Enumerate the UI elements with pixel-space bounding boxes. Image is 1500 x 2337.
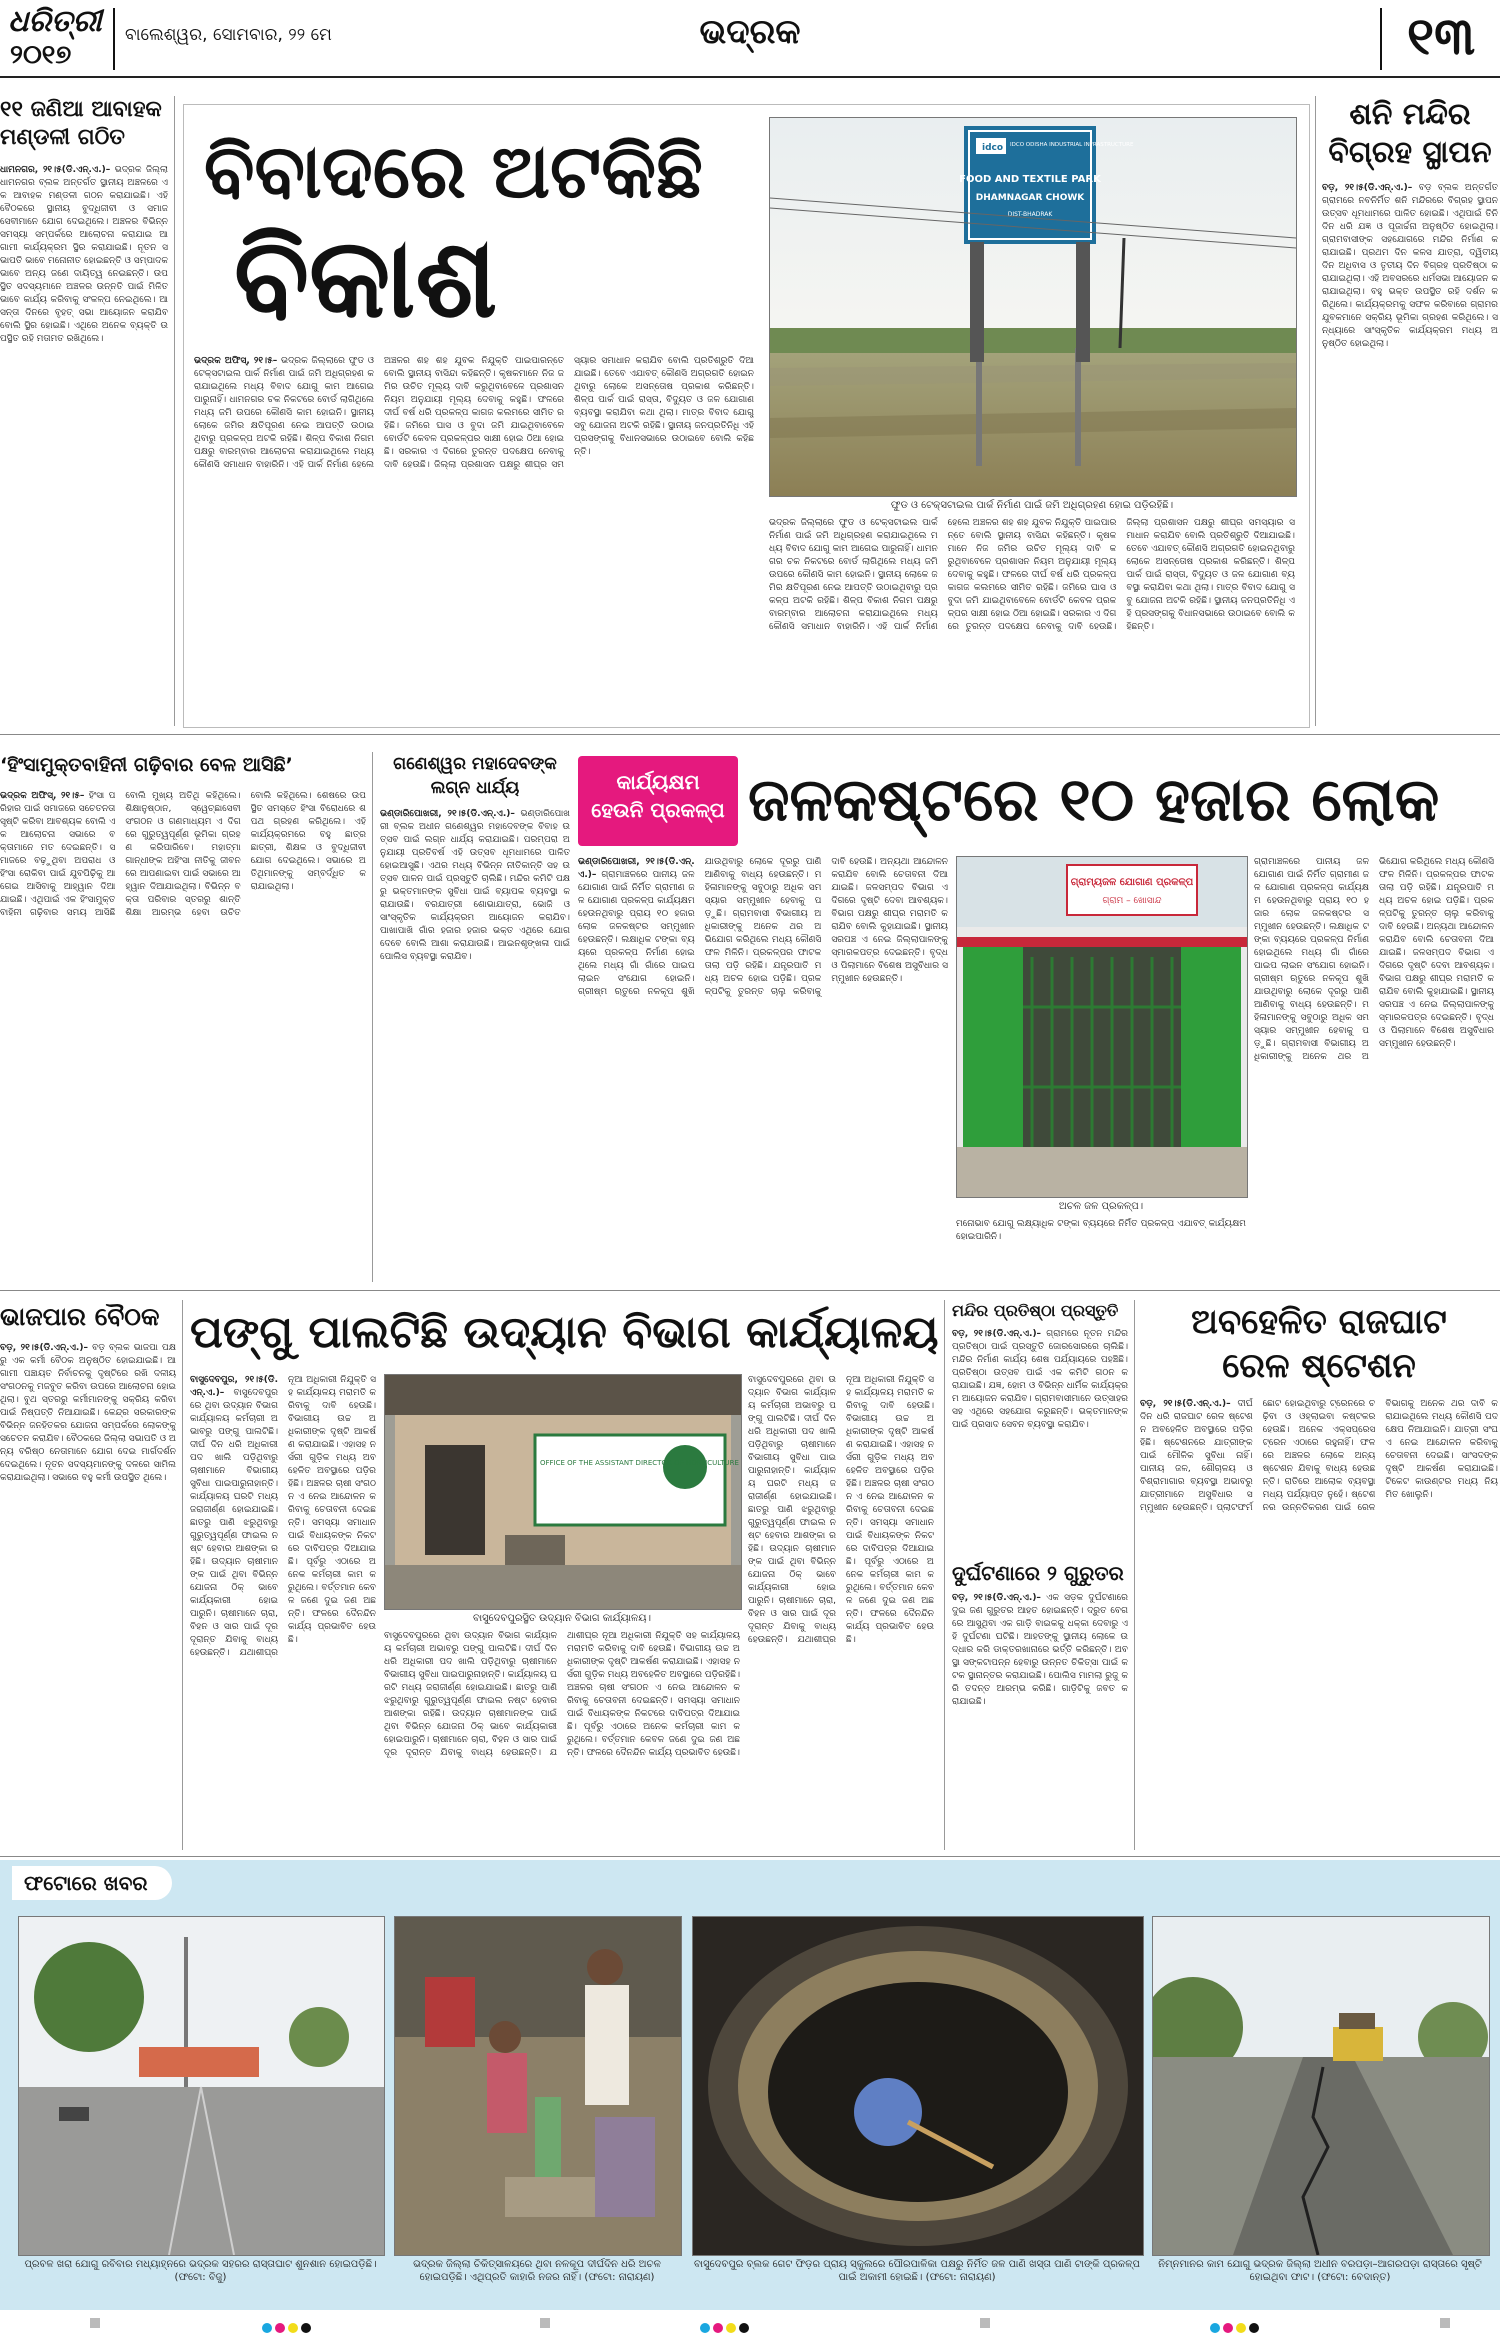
article-body <box>578 856 948 1256</box>
headline: ଭାଜପାର ବୈଠକ <box>0 1302 160 1331</box>
article-body <box>190 1374 376 1834</box>
article-body <box>952 1328 1128 1546</box>
horticulture-office-illustration <box>385 1375 741 1609</box>
photo-caption-2: ଭଦ୍ରକ ଜିଲ୍ଲା ଚିକିତ୍ସାଳୟରେ ଥିବା ନଳକୂପ ଦୀର୍ଘଦିନ ଧରି ଅଚଳ ହୋଇପଡ଼ିଛି। ଏଥିପ୍ରତି କାହାରି ନଜର ନାହିଁ। (ଫଟୋ: ନାରାୟଣ) <box>413 2259 661 2283</box>
registration-marks <box>0 2318 1500 2328</box>
article-body <box>0 164 168 720</box>
story-mandir-pratishtha <box>952 1300 1128 1550</box>
story-ganeshwar-mahadev <box>380 752 570 1282</box>
body-text-continued: ବାସୁଦେବପୁରରେ ଥିବା ଉଦ୍ୟାନ ବିଭାଗ କାର୍ଯ୍ୟାଳୟ କର୍ମଚାରୀ ଅଭାବରୁ ପଙ୍ଗୁ ପାଲଟିଛି। ଦୀର୍ଘ ଦିନ ଧରି ଅଧିକାରୀ ପଦ ଖାଲି ପଡ଼ିଥିବାରୁ ଚାଷୀମାନେ ବିଭାଗୀୟ ସୁବିଧା ପାଇପାରୁନାହାନ୍ତି। କାର୍ଯ୍ୟାଳୟ ଘରଟି ମଧ୍ୟ ଜରାଜୀର୍ଣ୍ଣ ହୋଇଯାଇଛି। ଛାତରୁ ପାଣି ଝରୁଥିବାରୁ ଗୁରୁତ୍ୱପୂର୍ଣ୍ଣ ଫାଇଲ ନଷ୍ଟ ହେବାର ଆଶଙ୍କା ରହିଛି। ଉଦ୍ୟାନ ଚାଷୀମାନଙ୍କ ପାଇଁ ଥିବା ବିଭିନ୍ନ ଯୋଜନା ଠିକ୍ ଭାବେ କାର୍ଯ୍ୟକାରୀ ହୋଇପାରୁନି। ଚାଷୀମାନେ ଚାରା, ବିହନ ଓ ସାର ପାଇଁ ଦୂର ଦୂରାନ୍ତ ଯିବାକୁ ବାଧ୍ୟ ହେଉଛନ୍ତି। ଯଥାଶୀଘ୍ର ନୂଆ ଅଧିକାରୀ ନିଯୁକ୍ତି ସହ କାର୍ଯ୍ୟାଳୟ ମରାମତି କରିବାକୁ ଦାବି ହେଉଛି। ବିଭାଗୀୟ ଉଚ୍ଚ ଅଧିକାରୀଙ୍କ ଦୃଷ୍ଟି ଆକର୍ଷଣ କରାଯାଇଛି। ଏହାସହ ନର୍ସରୀ ଗୁଡ଼ିକ ମଧ୍ୟ ଅବହେଳିତ ଅବସ୍ଥାରେ ପଡ଼ିରହିଛି। ଅଞ୍ଚଳର ଚାଷୀ ସଂଗଠନ ଏ ନେଇ ଆନ୍ଦୋଳନ କରିବାକୁ ଚେତାବନୀ ଦେଇଛନ୍ତି। ସମସ୍ୟା ସମାଧାନ ପାଇଁ ବିଧାୟକଙ୍କ ନିକଟରେ ଦାବିପତ୍ର ଦିଆଯାଇଛି। ପୂର୍ବରୁ ଏଠାରେ ଅନେକ କର୍ମଚାରୀ କାମ କରୁଥିଲେ। ବର୍ତ୍ତମାନ କେବଳ ଜଣେ ଦୁଇ ଜଣ ଅଛନ୍ତି। ଫଳରେ ଦୈନନ୍ଦିନ କାର୍ଯ୍ୟ ପ୍ରଭାବିତ ହେଉଛି। <box>384 1631 740 1758</box>
masthead <box>0 0 1500 78</box>
deserted-road-illustration <box>19 1917 384 2255</box>
kicker-line2: ହେଉନି ପ୍ରକଳ୍ପ <box>591 798 725 822</box>
photo-caption-4: ନିମ୍ନମାନର କାମ ଯୋଗୁ ଭଦ୍ରକ ଜିଲ୍ଲା ଅଧୀନ ବରପଡ଼ା–ଆଗରପଡ଼ା ରାସ୍ତାରେ ସୃଷ୍ଟି ହୋଇଥିବା ଫାଟ। (ଫଟୋ: ବେଦାନ୍ତ) <box>1158 2259 1482 2283</box>
field-sign-illustration <box>770 118 1296 496</box>
photo-water-tank <box>692 1916 1144 2256</box>
body-text: ଭଣ୍ଡାରିପୋଖରୀ ବ୍ଲକ ଅଧୀନ ଗଣେଶ୍ୱର ମହାଦେବଙ୍କ ବିବାହ ଉତ୍ସବ ପାଇଁ ଲଗ୍ନ ଧାର୍ଯ୍ୟ କରାଯାଇଛି। ପରମ୍ପରା ଅନୁଯାୟୀ ପ୍ରତିବର୍ଷ ଏହି ଉତ୍ସବ ଧୂମଧାମରେ ପାଳିତ ହୋଇଆସୁଛି। ଏଥର ମଧ୍ୟ ବିଭିନ୍ନ ନୀତିକାନ୍ତି ସହ ଉତ୍ସବ ପାଳନ ପାଇଁ ପ୍ରସ୍ତୁତି ଚାଲିଛି। ମନ୍ଦିର କମିଟି ପକ୍ଷରୁ ଭକ୍ତମାନଙ୍କ ସୁବିଧା ପାଇଁ ବ୍ୟାପକ ବ୍ୟବସ୍ଥା କରାଯାଉଛି। ବରଯାତ୍ରୀ ଶୋଭାଯାତ୍ରା, ଭୋଜି ଓ ସାଂସ୍କୃତିକ କାର୍ଯ୍ୟକ୍ରମ ଆୟୋଜନ କରାଯିବ। ପାଖାପାଖି ଗାଁର ହଜାର ହଜାର ଭକ୍ତ ଏଥିରେ ଯୋଗ ଦେବେ ବୋଲି ଆଶା କରାଯାଉଛି। ଆଇନଶୃଙ୍ଖଳା ପାଇଁ ପୋଲିସ ବ୍ୟବସ୍ଥା କରାଯିବ। <box>380 809 570 962</box>
headline: ଗଣେଶ୍ୱର ମହାଦେବଙ୍କ ଲଗ୍ନ ଧାର୍ଯ୍ୟ <box>393 754 557 798</box>
dateline-text: ଭଣ୍ଡାରିପୋଖରୀ, ୨୧।୫(ଡି.ଏନ୍.ଏ.)– <box>380 809 515 819</box>
board-text-1: ଗ୍ରାମ୍ୟଜଳ ଯୋଗାଣ ପ୍ରକଳ୍ପ <box>1070 877 1194 888</box>
body-text: ବଡ଼ ବ୍ଲକ ଅନ୍ତର୍ଗତ ଗ୍ରାମରେ ନବନିର୍ମିତ ଶନି ମନ୍ଦିରରେ ବିଗ୍ରହ ସ୍ଥାପନ ଉତ୍ସବ ଧୂମଧାମରେ ପାଳିତ ହୋଇଛି। ଏଥିପାଇଁ ତିନି ଦିନ ଧରି ଯଜ୍ଞ ଓ ପୂଜାର୍ଚ୍ଚନା ଅନୁଷ୍ଠିତ ହୋଇଥିଲା। ଗ୍ରାମବାସୀଙ୍କ ସହଯୋଗରେ ମନ୍ଦିର ନିର୍ମାଣ କରାଯାଇଛି। ପ୍ରଥମ ଦିନ କଳସ ଯାତ୍ରା, ଦ୍ୱିତୀୟ ଦିନ ଅଧିବାସ ଓ ତୃତୀୟ ଦିନ ବିଗ୍ରହ ପ୍ରତିଷ୍ଠା କରାଯାଇଥିଲା। ଏହି ଅବସରରେ ଧର୍ମସଭା ଆୟୋଜନ କରାଯାଇଥିଲା। ବହୁ ଭକ୍ତ ଉପସ୍ଥିତ ରହି ଦର୍ଶନ କରିଥିଲେ। କାର୍ଯ୍ୟକ୍ରମକୁ ସଫଳ କରିବାରେ ଗ୍ରାମର ଯୁବକମାନେ ସକ୍ରିୟ ଭୂମିକା ଗ୍ରହଣ କରିଥିଲେ। ସନ୍ଧ୍ୟାରେ ସାଂସ୍କୃତିକ କାର୍ଯ୍ୟକ୍ରମ ମଧ୍ୟ ଅନୁଷ୍ଠିତ ହୋଇଥିଲା। <box>1322 183 1498 349</box>
section-name: ଭଦ୍ରକ <box>699 12 801 52</box>
headline: ମନ୍ଦିର ପ୍ରତିଷ୍ଠା ପ୍ରସ୍ତୁତି <box>952 1301 1119 1320</box>
article-body-continued <box>1254 856 1494 1256</box>
photo-cracked-road <box>1152 1916 1490 2256</box>
story-bibadare-atakichi <box>183 104 1310 728</box>
story-jalakashta <box>578 752 1498 1282</box>
lead-photo-food-textile-park <box>769 117 1297 497</box>
dateline-text: ବଡ଼, ୨୧।୫(ଡି.ଏନ୍.ଏ.)– <box>0 1343 88 1353</box>
article-body <box>380 808 570 1278</box>
body-text: ବାସୁଦେବପୁରରେ ଥିବା ଉଦ୍ୟାନ ବିଭାଗ କାର୍ଯ୍ୟାଳୟ କର୍ମଚାରୀ ଅଭାବରୁ ପଙ୍ଗୁ ପାଲଟିଛି। ଦୀର୍ଘ ଦିନ ଧରି ଅଧିକାରୀ ପଦ ଖାଲି ପଡ଼ିଥିବାରୁ ଚାଷୀମାନେ ବିଭାଗୀୟ ସୁବିଧା ପାଇପାରୁନାହାନ୍ତି। କାର୍ଯ୍ୟାଳୟ ଘରଟି ମଧ୍ୟ ଜରାଜୀର୍ଣ୍ଣ ହୋଇଯାଇଛି। ଛାତରୁ ପାଣି ଝରୁଥିବାରୁ ଗୁରୁତ୍ୱପୂର୍ଣ୍ଣ ଫାଇଲ ନଷ୍ଟ ହେବାର ଆଶଙ୍କା ରହିଛି। ଉଦ୍ୟାନ ଚାଷୀମାନଙ୍କ ପାଇଁ ଥିବା ବିଭିନ୍ନ ଯୋଜନା ଠିକ୍ ଭାବେ କାର୍ଯ୍ୟକାରୀ ହୋଇପାରୁନି। ଚାଷୀମାନେ ଚାରା, ବିହନ ଓ ସାର ପାଇଁ ଦୂର ଦୂରାନ୍ତ ଯିବାକୁ ବାଧ୍ୟ ହେଉଛନ୍ତି। ଯଥାଶୀଘ୍ର ନୂଆ ଅଧିକାରୀ ନିଯୁକ୍ତି ସହ କାର୍ଯ୍ୟାଳୟ ମରାମତି କରିବାକୁ ଦାବି ହେଉଛି। ବିଭାଗୀୟ ଉଚ୍ଚ ଅଧିକାରୀଙ୍କ ଦୃଷ୍ଟି ଆକର୍ଷଣ କରାଯାଇଛି। ଏହାସହ ନର୍ସରୀ ଗୁଡ଼ିକ ମଧ୍ୟ ଅବହେଳିତ ଅବସ୍ଥାରେ ପଡ଼ିରହିଛି। ଅଞ୍ଚଳର ଚାଷୀ ସଂଗଠନ ଏ ନେଇ ଆନ୍ଦୋଳନ କରିବାକୁ ଚେତାବନୀ ଦେଇଛନ୍ତି। ସମସ୍ୟା ସମାଧାନ ପାଇଁ ବିଧାୟକଙ୍କ ନିକଟରେ ଦାବିପତ୍ର ଦିଆଯାଇଛି। ପୂର୍ବରୁ ଏଠାରେ ଅନେକ କର୍ମଚାରୀ କାମ କରୁଥିଲେ। ବର୍ତ୍ତମାନ କେବଳ ଜଣେ ଦୁଇ ଜଣ ଅଛନ୍ତି। ଫଳରେ ଦୈନନ୍ଦିନ କାର୍ଯ୍ୟ ପ୍ରଭାବିତ ହେଉଛି। <box>190 1375 376 1658</box>
photo-caption-1: ପ୍ରବଳ ଖରା ଯୋଗୁ ରବିବାର ମଧ୍ୟାହ୍ନରେ ଭଦ୍ରକ ସହରର ରାସ୍ତାଘାଟ ଶୁନଶାନ ହୋଇପଡ଼ିଛି। (ଫଟୋ: ବିଜୁ) <box>24 2259 377 2283</box>
headline-line1: ବିବାଦରେ ଅଟକିଛି <box>204 129 703 215</box>
kicker-box <box>578 756 738 846</box>
page-number: ୧୩ <box>1407 7 1475 67</box>
dateline-text: ବାସୁଦେବପୁର, ୨୧।୫(ଡି.ଏନ୍.ଏ.)– <box>190 1375 278 1398</box>
headline-line2: ବିଗ୍ରହ ସ୍ଥାପନ <box>1328 135 1492 170</box>
story-rajghat-station <box>1140 1300 1498 1850</box>
headline: ୧୧ ଜଣିଆ ଆବାହକ ମଣ୍ଡଳୀ ଗଠିତ <box>0 97 162 150</box>
svg-text:idco: idco <box>982 143 1004 153</box>
dateline-text: ଭଣ୍ଡାରିପୋଖରୀ, ୨୧।୫(ଡି.ଏନ୍.ଏ.)– <box>578 857 695 880</box>
body-text: ଭଦ୍ରକ ଜିଲ୍ଲାରେ ଫୁଡ ଓ ଟେକ୍ସଟାଇଲ ପାର୍କ ନିର୍ମାଣ ପାଇଁ ଜମି ଅଧିଗ୍ରହଣ କରାଯାଇଥିଲେ ମଧ୍ୟ ବିବାଦ ଯୋଗୁ କାମ ଆଗେଇ ପାରୁନାହିଁ। ଧାମନଗର ଚକ ନିକଟରେ ବୋର୍ଡ ଲାଗିଥିଲେ ମଧ୍ୟ ଜମି ଉପରେ କୌଣସି କାମ ହୋଇନି। ସ୍ଥାନୀୟ ଲୋକେ ଜମିର କ୍ଷତିପୂରଣ ନେଇ ଆପତ୍ତି ଉଠାଇଥିବାରୁ ପ୍ରକଳ୍ପ ଅଟକି ରହିଛି। ଶିଳ୍ପ ବିକାଶ ନିଗମ ପକ୍ଷରୁ ବାରମ୍ବାର ଆଲୋଚନା କରାଯାଇଥିଲେ ମଧ୍ୟ କୌଣସି ସମାଧାନ ବାହାରିନି। ଏହି ପାର୍କ ନିର୍ମାଣ ହେଲେ ଅଞ୍ଚଳର ଶହ ଶହ ଯୁବକ ନିଯୁକ୍ତି ପାଇପାରନ୍ତେ ବୋଲି ସ୍ଥାନୀୟ ବାସିନ୍ଦା କହିଛନ୍ତି। କୃଷକମାନେ ନିଜ ଜମିର ଉଚିତ ମୂଲ୍ୟ ଦାବି କରୁଥିବାବେଳେ ପ୍ରଶାସନ ନିୟମ ଅନୁଯାୟୀ ମୂଲ୍ୟ ଦେବାକୁ କହୁଛି। ଫଳରେ ଦୀର୍ଘ ବର୍ଷ ଧରି ପ୍ରକଳ୍ପ କାଗଜ କଲମରେ ସୀମିତ ରହିଛି। ଜମିରେ ଘାସ ଓ ବୁଦା ଜମି ଯାଇଥିବାବେଳେ ବୋର୍ଡଟି କେବଳ ପ୍ରକଳ୍ପର ସାକ୍ଷୀ ହୋଇ ଠିଆ ହୋଇଛି। ସରକାର ଏ ଦିଗରେ ତୁରନ୍ତ ପଦକ୍ଷେପ ନେବାକୁ ଦାବି ହେଉଛି। ଜିଲ୍ଲା ପ୍ରଶାସନ ପକ୍ଷରୁ ଶୀଘ୍ର ସମସ୍ୟାର ସମାଧାନ କରାଯିବ ବୋଲି ପ୍ରତିଶ୍ରୁତି ଦିଆଯାଇଛି। ତେବେ ଏଯାବତ୍ କୌଣସି ଅଗ୍ରଗତି ହୋଇନଥିବାରୁ ଲୋକେ ଅସନ୍ତୋଷ ପ୍ରକାଶ କରିଛନ୍ତି। ଶିଳ୍ପ ପାର୍କ ପାଇଁ ରାସ୍ତା, ବିଦ୍ୟୁତ ଓ ଜଳ ଯୋଗାଣ ବ୍ୟବସ୍ଥା କରାଯିବା କଥା ଥିଲା। ମାତ୍ର ବିବାଦ ଯୋଗୁ ସବୁ ଯୋଜନା ଅଟକି ରହିଛି। ସ୍ଥାନୀୟ ଜନପ୍ରତିନିଧି ଏହି ପ୍ରସଙ୍ଗକୁ ବିଧାନସଭାରେ ଉଠାଇବେ ବୋଲି କହିଛନ୍ତି। <box>194 356 754 470</box>
headline: ଦୁର୍ଘଟଣାରେ ୨ ଗୁରୁତର <box>952 1561 1124 1585</box>
cracked-road-illustration <box>1153 1917 1489 2255</box>
body-text-continued: ଭଦ୍ରକ ଜିଲ୍ଲାରେ ଫୁଡ ଓ ଟେକ୍ସଟାଇଲ ପାର୍କ ନିର୍ମାଣ ପାଇଁ ଜମି ଅଧିଗ୍ରହଣ କରାଯାଇଥିଲେ ମଧ୍ୟ ବିବାଦ ଯୋଗୁ କାମ ଆଗେଇ ପାରୁନାହିଁ। ଧାମନଗର ଚକ ନିକଟରେ ବୋର୍ଡ ଲାଗିଥିଲେ ମଧ୍ୟ ଜମି ଉପରେ କୌଣସି କାମ ହୋଇନି। ସ୍ଥାନୀୟ ଲୋକେ ଜମିର କ୍ଷତିପୂରଣ ନେଇ ଆପତ୍ତି ଉଠାଇଥିବାରୁ ପ୍ରକଳ୍ପ ଅଟକି ରହିଛି। ଶିଳ୍ପ ବିକାଶ ନିଗମ ପକ୍ଷରୁ ବାରମ୍ବାର ଆଲୋଚନା କରାଯାଇଥିଲେ ମଧ୍ୟ କୌଣସି ସମାଧାନ ବାହାରିନି। ଏହି ପାର୍କ ନିର୍ମାଣ ହେଲେ ଅଞ୍ଚଳର ଶହ ଶହ ଯୁବକ ନିଯୁକ୍ତି ପାଇପାରନ୍ତେ ବୋଲି ସ୍ଥାନୀୟ ବାସିନ୍ଦା କହିଛନ୍ତି। କୃଷକମାନେ ନିଜ ଜମିର ଉଚିତ ମୂଲ୍ୟ ଦାବି କରୁଥିବାବେଳେ ପ୍ରଶାସନ ନିୟମ ଅନୁଯାୟୀ ମୂଲ୍ୟ ଦେବାକୁ କହୁଛି। ଫଳରେ ଦୀର୍ଘ ବର୍ଷ ଧରି ପ୍ରକଳ୍ପ କାଗଜ କଲମରେ ସୀମିତ ରହିଛି। ଜମିରେ ଘାସ ଓ ବୁଦା ଜମି ଯାଇଥିବାବେଳେ ବୋର୍ଡଟି କେବଳ ପ୍ରକଳ୍ପର ସାକ୍ଷୀ ହୋଇ ଠିଆ ହୋଇଛି। ସରକାର ଏ ଦିଗରେ ତୁରନ୍ତ ପଦକ୍ଷେପ ନେବାକୁ ଦାବି ହେଉଛି। ଜିଲ୍ଲା ପ୍ରଶାସନ ପକ୍ଷରୁ ଶୀଘ୍ର ସମସ୍ୟାର ସମାଧାନ କରାଯିବ ବୋଲି ପ୍ରତିଶ୍ରୁତି ଦିଆଯାଇଛି। ତେବେ ଏଯାବତ୍ କୌଣସି ଅଗ୍ରଗତି ହୋଇନଥିବାରୁ ଲୋକେ ଅସନ୍ତୋଷ ପ୍ରକାଶ କରିଛନ୍ତି। ଶିଳ୍ପ ପାର୍କ ପାଇଁ ରାସ୍ତା, ବିଦ୍ୟୁତ ଓ ଜଳ ଯୋଗାଣ ବ୍ୟବସ୍ଥା କରାଯିବା କଥା ଥିଲା। ମାତ୍ର ବିବାଦ ଯୋଗୁ ସବୁ ଯୋଜନା ଅଟକି ରହିଛି। ସ୍ଥାନୀୟ ଜନପ୍ରତିନିଧି ଏହି ପ୍ରସଙ୍ଗକୁ ବିଧାନସଭାରେ ଉଠାଇବେ ବୋଲି କହିଛନ୍ତି। <box>769 518 1295 632</box>
body-text: ଏକ ସଡ଼କ ଦୁର୍ଘଟଣାରେ ଦୁଇ ଜଣ ଗୁରୁତର ଆହତ ହୋଇଛନ୍ତି। ଦ୍ରୁତ ବେଗରେ ଆସୁଥିବା ଏକ ଗାଡ଼ି ବାଇକକୁ ଧକ୍କା ଦେବାରୁ ଏହି ଦୁର୍ଘଟଣା ଘଟିଛି। ଆହତଙ୍କୁ ସ୍ଥାନୀୟ ଲୋକେ ଉଦ୍ଧାର କରି ଡାକ୍ତରଖାନାରେ ଭର୍ତ୍ତି କରିଛନ୍ତି। ଅବସ୍ଥା ସଙ୍କଟାପନ୍ନ ହେବାରୁ ଉନ୍ନତ ଚିକିତ୍ସା ପାଇଁ କଟକ ସ୍ଥାନାନ୍ତର କରାଯାଇଛି। ପୋଲିସ ମାମଲା ରୁଜୁ କରି ତଦନ୍ତ ଆରମ୍ଭ କରିଛି। ଗାଡ଼ିଟିକୁ ଜବତ କରାଯାଇଛି। <box>952 1593 1128 1707</box>
photo-tubewell-repair <box>394 1916 682 2256</box>
body-text-continued-2: ବାସୁଦେବପୁରରେ ଥିବା ଉଦ୍ୟାନ ବିଭାଗ କାର୍ଯ୍ୟାଳୟ କର୍ମଚାରୀ ଅଭାବରୁ ପଙ୍ଗୁ ପାଲଟିଛି। ଦୀର୍ଘ ଦିନ ଧରି ଅଧିକାରୀ ପଦ ଖାଲି ପଡ଼ିଥିବାରୁ ଚାଷୀମାନେ ବିଭାଗୀୟ ସୁବିଧା ପାଇପାରୁନାହାନ୍ତି। କାର୍ଯ୍ୟାଳୟ ଘରଟି ମଧ୍ୟ ଜରାଜୀର୍ଣ୍ଣ ହୋଇଯାଇଛି। ଛାତରୁ ପାଣି ଝରୁଥିବାରୁ ଗୁରୁତ୍ୱପୂର୍ଣ୍ଣ ଫାଇଲ ନଷ୍ଟ ହେବାର ଆଶଙ୍କା ରହିଛି। ଉଦ୍ୟାନ ଚାଷୀମାନଙ୍କ ପାଇଁ ଥିବା ବିଭିନ୍ନ ଯୋଜନା ଠିକ୍ ଭାବେ କାର୍ଯ୍ୟକାରୀ ହୋଇପାରୁନି। ଚାଷୀମାନେ ଚାରା, ବିହନ ଓ ସାର ପାଇଁ ଦୂର ଦୂରାନ୍ତ ଯିବାକୁ ବାଧ୍ୟ ହେଉଛନ୍ତି। ଯଥାଶୀଘ୍ର ନୂଆ ଅଧିକାରୀ ନିଯୁକ୍ତି ସହ କାର୍ଯ୍ୟାଳୟ ମରାମତି କରିବାକୁ ଦାବି ହେଉଛି। ବିଭାଗୀୟ ଉଚ୍ଚ ଅଧିକାରୀଙ୍କ ଦୃଷ୍ଟି ଆକର୍ଷଣ କରାଯାଇଛି। ଏହାସହ ନର୍ସରୀ ଗୁଡ଼ିକ ମଧ୍ୟ ଅବହେଳିତ ଅବସ୍ଥାରେ ପଡ଼ିରହିଛି। ଅଞ୍ଚଳର ଚାଷୀ ସଂଗଠନ ଏ ନେଇ ଆନ୍ଦୋଳନ କରିବାକୁ ଚେତାବନୀ ଦେଇଛନ୍ତି। ସମସ୍ୟା ସମାଧାନ ପାଇଁ ବିଧାୟକଙ୍କ ନିକଟରେ ଦାବିପତ୍ର ଦିଆଯାଇଛି। ପୂର୍ବରୁ ଏଠାରେ ଅନେକ କର୍ମଚାରୀ କାମ କରୁଥିଲେ। ବର୍ତ୍ତମାନ କେବଳ ଜଣେ ଦୁଇ ଜଣ ଅଛନ୍ତି। ଫଳରେ ଦୈନନ୍ଦିନ କାର୍ଯ୍ୟ ପ୍ରଭାବିତ ହେଉଛି। <box>748 1375 934 1645</box>
banner-text: ଫଟୋରେ ଖବର <box>24 1871 148 1895</box>
story-abahak-mandali <box>0 96 168 726</box>
body-text-continued: ଗ୍ରାମାଞ୍ଚଳରେ ପାନୀୟ ଜଳ ଯୋଗାଣ ପାଇଁ ନିର୍ମିତ ଗ୍ରାମୀଣ ଜଳ ଯୋଗାଣ ପ୍ରକଳ୍ପ କାର୍ଯ୍ୟକ୍ଷମ ହେଉନଥିବାରୁ ପ୍ରାୟ ୧୦ ହଜାର ଲୋକ ଜଳକଷ୍ଟର ସମ୍ମୁଖୀନ ହେଉଛନ୍ତି। ଲକ୍ଷାଧିକ ଟଙ୍କା ବ୍ୟୟରେ ପ୍ରକଳ୍ପ ନିର୍ମାଣ ହୋଇଥିଲେ ମଧ୍ୟ ଗାଁ ଗାଁରେ ପାଇପ ଲାଇନ ସଂଯୋଗ ହୋଇନି। ଗ୍ରୀଷ୍ମ ଋତୁରେ ନଳକୂପ ଶୁଖି ଯାଉଥିବାରୁ ଲୋକେ ଦୂରରୁ ପାଣି ଆଣିବାକୁ ବାଧ୍ୟ ହେଉଛନ୍ତି। ମହିଳାମାନଙ୍କୁ ସବୁଠାରୁ ଅଧିକ ସମସ୍ୟାର ସମ୍ମୁଖୀନ ହେବାକୁ ପଡ଼ୁଛି। ଗ୍ରାମବାସୀ ବିଭାଗୀୟ ଅଧିକାରୀଙ୍କୁ ଅନେକ ଥର ଅଭିଯୋଗ କରିଥିଲେ ମଧ୍ୟ କୌଣସି ଫଳ ମିଳିନି। ପ୍ରକଳ୍ପର ଫାଟକ ତାଲା ପଡ଼ି ରହିଛି। ଯନ୍ତ୍ରପାତି ମଧ୍ୟ ଅଚଳ ହୋଇ ପଡ଼ିଛି। ପ୍ରକଳ୍ପଟିକୁ ତୁରନ୍ତ ଚାଲୁ କରିବାକୁ ଦାବି ହେଉଛି। ଅନ୍ୟଥା ଆନ୍ଦୋଳନ କରାଯିବ ବୋଲି ଚେତାବନୀ ଦିଆଯାଇଛି। ଜଳସମ୍ପଦ ବିଭାଗ ଏ ଦିଗରେ ଦୃଷ୍ଟି ଦେବା ଆବଶ୍ୟକ। ବିଭାଗ ପକ୍ଷରୁ ଶୀଘ୍ର ମରାମତି କରାଯିବ ବୋଲି କୁହାଯାଇଛି। ସ୍ଥାନୀୟ ସରପଞ୍ଚ ଏ ନେଇ ଜିଲ୍ଲାପାଳଙ୍କୁ ସ୍ମାରକପତ୍ର ଦେଇଛନ୍ତି। ବୃଦ୍ଧ ଓ ପିଲାମାନେ ବିଶେଷ ଅସୁବିଧାର ସମ୍ମୁଖୀନ ହେଉଛନ୍ତି। <box>1254 857 1494 1062</box>
article-body-col-b <box>769 517 1295 715</box>
headline-line1: ଶନି ମନ୍ଦିର <box>1349 97 1471 132</box>
body-text: ହିଂସା ପରିହାର ପାଇଁ ସମାଜରେ ସଚେତନତା ସୃଷ୍ଟି କରିବା ଆବଶ୍ୟକ ବୋଲି ଏକ ଆଲୋଚନା ସଭାରେ ବକ୍ତାମାନେ ମତ ଦେଇଛନ୍ତି। ସମାଜରେ ବଢ଼ୁଥିବା ଅପରାଧ ଓ ହିଂସା ରୋକିବା ପାଇଁ ଯୁବପିଢ଼ିକୁ ଆଗେଇ ଆସିବାକୁ ଆହ୍ୱାନ ଦିଆଯାଇଛି। ଏଥିପାଇଁ ଏକ ହିଂସାମୁକ୍ତ ବାହିନୀ ଗଢ଼ିବାର ସମୟ ଆସିଛି ବୋଲି ମୁଖ୍ୟ ଅତିଥି କହିଥିଲେ। ଶିକ୍ଷାନୁଷ୍ଠାନ, ସ୍ୱେଚ୍ଛାସେବୀ ସଂଗଠନ ଓ ଗଣମାଧ୍ୟମ ଏ ଦିଗରେ ଗୁରୁତ୍ୱପୂର୍ଣ୍ଣ ଭୂମିକା ଗ୍ରହଣ କରିପାରିବେ। ମହାତ୍ମା ଗାନ୍ଧୀଙ୍କ ଅହିଂସା ନୀତିକୁ ଜୀବନରେ ଆପଣାଇବା ପାଇଁ ସଭାରେ ଆହ୍ୱାନ ଦିଆଯାଇଥିଲା। ବିଭିନ୍ନ ବକ୍ତା ପରିବାର ସ୍ତରରୁ ଶାନ୍ତି ଶିକ୍ଷା ଆରମ୍ଭ ହେବା ଉଚିତ ବୋଲି କହିଥିଲେ। ଶେଷରେ ଉପସ୍ଥିତ ସମସ୍ତେ ହିଂସା ବିରୋଧରେ ଶପଥ ଗ୍ରହଣ କରିଥିଲେ। ଏହି କାର୍ଯ୍ୟକ୍ରମରେ ବହୁ ଛାତ୍ରଛାତ୍ରୀ, ଶିକ୍ଷକ ଓ ବୁଦ୍ଧିଜୀବୀ ଯୋଗ ଦେଇଥିଲେ। ସଭାରେ ଅତିଥିମାନଙ୍କୁ ସମ୍ବର୍ଦ୍ଧିତ କରାଯାଇଥିଲା। <box>0 791 366 918</box>
lead-photo-caption: ଫୁଡ ଓ ଟେକ୍ସଟାଇଲ ପାର୍କ ନିର୍ମାଣ ପାଇଁ ଜମି ଅଧିଗ୍ରହଣ ହୋଇ ପଡ଼ିରହିଛି। <box>890 500 1174 511</box>
article-footer: ମନୋଭାବ ଯୋଗୁ ଲକ୍ଷ୍ୟାଧିକ ଟଙ୍କା ବ୍ୟୟରେ ନିର୍ମିତ ପ୍ରକଳ୍ପ ଏଯାବତ୍ କାର୍ଯ୍ୟକ୍ଷମ ହୋଇପାରିନି। <box>956 1219 1246 1242</box>
dateline-text: ବଡ଼, ୨୧।୫(ଡି.ଏନ୍.ଏ.)– <box>952 1593 1041 1603</box>
photo-deserted-road <box>18 1916 385 2256</box>
body-text: ଗ୍ରାମାଞ୍ଚଳରେ ପାନୀୟ ଜଳ ଯୋଗାଣ ପାଇଁ ନିର୍ମିତ ଗ୍ରାମୀଣ ଜଳ ଯୋଗାଣ ପ୍ରକଳ୍ପ କାର୍ଯ୍ୟକ୍ଷମ ହେଉନଥିବାରୁ ପ୍ରାୟ ୧୦ ହଜାର ଲୋକ ଜଳକଷ୍ଟର ସମ୍ମୁଖୀନ ହେଉଛନ୍ତି। ଲକ୍ଷାଧିକ ଟଙ୍କା ବ୍ୟୟରେ ପ୍ରକଳ୍ପ ନିର୍ମାଣ ହୋଇଥିଲେ ମଧ୍ୟ ଗାଁ ଗାଁରେ ପାଇପ ଲାଇନ ସଂଯୋଗ ହୋଇନି। ଗ୍ରୀଷ୍ମ ଋତୁରେ ନଳକୂପ ଶୁଖି ଯାଉଥିବାରୁ ଲୋକେ ଦୂରରୁ ପାଣି ଆଣିବାକୁ ବାଧ୍ୟ ହେଉଛନ୍ତି। ମହିଳାମାନଙ୍କୁ ସବୁଠାରୁ ଅଧିକ ସମସ୍ୟାର ସମ୍ମୁଖୀନ ହେବାକୁ ପଡ଼ୁଛି। ଗ୍ରାମବାସୀ ବିଭାଗୀୟ ଅଧିକାରୀଙ୍କୁ ଅନେକ ଥର ଅଭିଯୋଗ କରିଥିଲେ ମଧ୍ୟ କୌଣସି ଫଳ ମିଳିନି। ପ୍ରକଳ୍ପର ଫାଟକ ତାଲା ପଡ଼ି ରହିଛି। ଯନ୍ତ୍ରପାତି ମଧ୍ୟ ଅଚଳ ହୋଇ ପଡ଼ିଛି। ପ୍ରକଳ୍ପଟିକୁ ତୁରନ୍ତ ଚାଲୁ କରିବାକୁ ଦାବି ହେଉଛି। ଅନ୍ୟଥା ଆନ୍ଦୋଳନ କରାଯିବ ବୋଲି ଚେତାବନୀ ଦିଆଯାଇଛି। ଜଳସମ୍ପଦ ବିଭାଗ ଏ ଦିଗରେ ଦୃଷ୍ଟି ଦେବା ଆବଶ୍ୟକ। ବିଭାଗ ପକ୍ଷରୁ ଶୀଘ୍ର ମରାମତି କରାଯିବ ବୋଲି କୁହାଯାଇଛି। ସ୍ଥାନୀୟ ସରପଞ୍ଚ ଏ ନେଇ ଜିଲ୍ଲାପାଳଙ୍କୁ ସ୍ମାରକପତ୍ର ଦେଇଛନ୍ତି। ବୃଦ୍ଧ ଓ ପିଲାମାନେ ବିଶେଷ ଅସୁବିଧାର ସମ୍ମୁଖୀନ ହେଉଛନ୍ତି। <box>578 857 948 997</box>
headline: ପଙ୍ଗୁ ପାଲଟିଛି ଉଦ୍ୟାନ ବିଭାଗ କାର୍ଯ୍ୟାଳୟ <box>190 1307 939 1358</box>
article-body-right <box>748 1374 934 1834</box>
board-text-2: ଗ୍ରାମ – ଖୋସାନ୍ଦ <box>1102 896 1162 906</box>
headline: ଜଳକଷ୍ଟରେ ୧୦ ହଜାର ଲୋକ <box>748 765 1440 835</box>
sign-text-1: IDCO ODISHA INDUSTRIAL INFRASTRUCTURE <box>1010 142 1134 148</box>
newspaper-logo: ଧରିତ୍ରୀ <box>8 4 102 39</box>
article-body <box>952 1592 1128 1846</box>
dateline-text: ବଡ଼, ୨୧।୫(ଡି.ଏନ୍.ଏ.)– <box>1140 1399 1231 1409</box>
story-shani-mandir <box>1322 96 1498 726</box>
sign-text-4: DIST-BHADRAK <box>1007 211 1053 218</box>
body-text: ଦୀର୍ଘ ଦିନ ଧରି ରାଜଘାଟ ରେଳ ଷ୍ଟେଶନ ଅବହେଳିତ ଅବସ୍ଥାରେ ପଡ଼ିରହିଛି। ଷ୍ଟେଶନରେ ଯାତ୍ରୀଙ୍କ ପାଇଁ ମୌଳିକ ସୁବିଧା ନାହିଁ। ପାନୀୟ ଜଳ, ଶୌଚାଳୟ ଓ ବିଶ୍ରାମାଗାର ବ୍ୟବସ୍ଥା ଅଭାବରୁ ଯାତ୍ରୀମାନେ ଅସୁବିଧାର ସମ୍ମୁଖୀନ ହେଉଛନ୍ତି। ପ୍ଲାଟଫର୍ମ ଛୋଟ ହୋଇଥିବାରୁ ଟ୍ରେନରେ ଚଢ଼ିବା ଓ ଓହ୍ଲାଇବା କଷ୍ଟକର ହେଉଛି। ଅନେକ ଏକ୍ସପ୍ରେସ ଟ୍ରେନ ଏଠାରେ ରହୁନାହିଁ। ଫଳରେ ଅଞ୍ଚଳର ଲୋକେ ଅନ୍ୟ ଷ୍ଟେଶନ ଯିବାକୁ ବାଧ୍ୟ ହେଉଛନ୍ତି। ରାତିରେ ଆଲୋକ ବ୍ୟବସ୍ଥା ମଧ୍ୟ ପର୍ଯ୍ୟାପ୍ତ ନୁହେଁ। ଷ୍ଟେଶନର ଉନ୍ନତିକରଣ ପାଇଁ ରେଳ ବିଭାଗକୁ ଅନେକ ଥର ଦାବି କରାଯାଇଥିଲେ ମଧ୍ୟ କୌଣସି ପଦକ୍ଷେପ ନିଆଯାଇନି। ଯାତ୍ରୀ ସଂଘ ଏ ନେଇ ଆନ୍ଦୋଳନ କରିବାକୁ ଚେତାବନୀ ଦେଇଛି। ସାଂସଦଙ୍କ ଦୃଷ୍ଟି ଆକର୍ଷଣ କରାଯାଇଛି। ଟିକେଟ କାଉଣ୍ଟର ମଧ୍ୟ ନିୟମିତ ଖୋଲୁନି। <box>1140 1399 1498 1513</box>
dateline-text: ଧାମନଗର, ୨୧।୫(ଡି.ଏନ୍.ଏ.)– <box>0 165 111 175</box>
horticulture-office-caption: ବାସୁଦେବପୁରସ୍ଥିତ ଉଦ୍ୟାନ ବିଭାଗ କାର୍ଯ୍ୟାଳୟ। <box>473 1613 651 1624</box>
photo-caption-3: ବାସୁଦେବପୁର ବ୍ଲକ ଗେଟ ଫିଡ଼ର ପ୍ରାୟ ସ୍କୁଲରେ ପୌରପାଳିକା ପକ୍ଷରୁ ନିର୍ମିତ ଜଳ ପାଣି ଖସ୍ତା ପାଣି ଟାଙ୍କି ପ୍ରକଳ୍ପ ପାଇଁ ଅକାମୀ ହୋଇଛି। (ଫଟୋ: ନାରାୟଣ) <box>693 2259 1140 2283</box>
water-tank-illustration <box>693 1917 1143 2255</box>
article-body <box>0 1342 176 1842</box>
photo-news-section <box>0 1860 1500 2310</box>
horticulture-office-photo <box>384 1374 742 1610</box>
tubewell-illustration <box>395 1917 681 2255</box>
story-hinsamukta-bahini <box>0 752 366 1282</box>
story-bjp-baithak <box>0 1300 176 1850</box>
office-sign-text: OFFICE OF THE ASSISTANT DIRECTOR OF HORTICULTURE <box>540 1459 739 1467</box>
dateline-text: ଭଦ୍ରକ ଅଫିସ୍, ୨୧।୫– <box>0 791 85 801</box>
water-project-gate-illustration <box>957 857 1247 1197</box>
dateline-text: ବଡ଼, ୨୧।୫(ଡି.ଏନ୍.ଏ.)– <box>952 1329 1042 1339</box>
dateline: ବାଲେଶ୍ୱର, ସୋମବାର, ୨୨ ମେ <box>125 25 332 45</box>
water-project-photo <box>956 856 1248 1198</box>
body-text: ଗ୍ରାମରେ ନୂତନ ମନ୍ଦିର ପ୍ରତିଷ୍ଠା ପାଇଁ ପ୍ରସ୍ତୁତି ଜୋରସୋରରେ ଚାଲିଛି। ମନ୍ଦିର ନିର୍ମାଣ କାର୍ଯ୍ୟ ଶେଷ ପର୍ଯ୍ୟାୟରେ ପହଞ୍ଚିଛି। ପ୍ରତିଷ୍ଠା ଉତ୍ସବ ପାଇଁ ଏକ କମିଟି ଗଠନ କରାଯାଇଛି। ଯଜ୍ଞ, ହୋମ ଓ ବିଭିନ୍ନ ଧାର୍ମିକ କାର୍ଯ୍ୟକ୍ରମ ଆୟୋଜନ କରାଯିବ। ଗ୍ରାମବାସୀମାନେ ଉତ୍ସାହର ସହ ଏଥିରେ ସହଯୋଗ କରୁଛନ୍ତି। ଭକ୍ତମାନଙ୍କ ପାଇଁ ପ୍ରସାଦ ସେବନ ବ୍ୟବସ୍ଥା କରାଯିବ। <box>952 1329 1128 1430</box>
body-text: ବଡ଼ ବ୍ଲକ ଭାଜପା ପକ୍ଷରୁ ଏକ କର୍ମୀ ବୈଠକ ଅନୁଷ୍ଠିତ ହୋଇଯାଇଛି। ଆଗାମୀ ପଞ୍ଚାୟତ ନିର୍ବାଚନକୁ ଦୃଷ୍ଟିରେ ରଖି ଦଳୀୟ ସଂଗଠନକୁ ମଜବୁତ କରିବା ଉପରେ ଆଲୋଚନା ହୋଇଥିଲା। ବୁଥ ସ୍ତରରୁ କର୍ମୀମାନଙ୍କୁ ସକ୍ରିୟ କରିବା ପାଇଁ ନିଷ୍ପତ୍ତି ନିଆଯାଇଛି। କେନ୍ଦ୍ର ସରକାରଙ୍କ ବିଭିନ୍ନ ଜନହିତକର ଯୋଜନା ସମ୍ପର୍କରେ ଲୋକଙ୍କୁ ସଚେତନ କରାଯିବ। ବୈଠକରେ ଜିଲ୍ଲା ସଭାପତି ଓ ଅନ୍ୟ ବରିଷ୍ଠ ନେତାମାନେ ଯୋଗ ଦେଇ ମାର୍ଗଦର୍ଶନ ଦେଇଥିଲେ। ନୂତନ ସଦସ୍ୟମାନଙ୍କୁ ଦଳରେ ସାମିଲ କରାଯାଇଥିଲା। ସଭାରେ ବହୁ କର୍ମୀ ଉପସ୍ଥିତ ଥିଲେ। <box>0 1343 176 1483</box>
masthead-year: ୨୦୧୭ <box>10 40 72 70</box>
headline-line2: ରେଳ ଷ୍ଟେଶନ <box>1222 1346 1416 1386</box>
headline: ‘ହିଂସାମୁକ୍ତବାହିନୀ ଗଢ଼ିବାର ବେଳ ଆସିଛି’ <box>0 754 293 776</box>
photo-news-banner <box>12 1866 172 1900</box>
kicker-line1: କାର୍ଯ୍ୟକ୍ଷମ <box>616 770 700 794</box>
sign-text-2: FOOD AND TEXTILE PARK <box>959 174 1101 185</box>
body-text: ଭଦ୍ରକ ଜିଲ୍ଲା ଧାମନଗର ବ୍ଲକ ଅନ୍ତର୍ଗତ ସ୍ଥାନୀୟ ଅଞ୍ଚଳରେ ଏକ ଆବାହକ ମଣ୍ଡଳୀ ଗଠନ କରାଯାଇଛି। ଏହି ବୈଠକରେ ସ୍ଥାନୀୟ ବୁଦ୍ଧିଜୀବୀ ଓ ସମାଜସେବୀମାନେ ଯୋଗ ଦେଇଥିଲେ। ଅଞ୍ଚଳର ବିଭିନ୍ନ ସମସ୍ୟା ସମ୍ପର୍କରେ ଆଲୋଚନା କରାଯାଇ ଆଗାମୀ କାର୍ଯ୍ୟକ୍ରମ ସ୍ଥିର କରାଯାଇଛି। ନୂତନ ସଭାପତି ଭାବେ ମନୋନୀତ ହୋଇଛନ୍ତି ଓ ସମ୍ପାଦକ ଭାବେ ଅନ୍ୟ ଜଣେ ଦାୟିତ୍ୱ ନେଇଛନ୍ତି। ଉପସ୍ଥିତ ସଦସ୍ୟମାନେ ଅଞ୍ଚଳର ଉନ୍ନତି ପାଇଁ ମିଳିତ ଭାବେ କାର୍ଯ୍ୟ କରିବାକୁ ସଂକଳ୍ପ ନେଇଥିଲେ। ଆସନ୍ତା ଦିନରେ ବୃହତ୍ ସଭା ଆୟୋଜନ କରାଯିବ ବୋଲି ସ୍ଥିର ହୋଇଛି। ଏଥିରେ ଅନେକ ବ୍ୟକ୍ତି ଉପସ୍ଥିତ ରହି ମତାମତ ରଖିଥିଲେ। <box>0 165 168 344</box>
dateline-text: ବଡ଼, ୨୧।୫(ଡି.ଏନ୍.ଏ.)– <box>1322 183 1413 193</box>
story-durghatana <box>952 1560 1128 1850</box>
water-project-caption: ଅଚଳ ଜଳ ପ୍ରକଳ୍ପ। <box>1058 1201 1144 1212</box>
dateline-text: ଭଦ୍ରକ ଅଫିସ୍, ୨୧।୫– <box>194 356 278 366</box>
sign-text-3: DHAMNAGAR CHOWK <box>975 193 1085 203</box>
headline-line2: ବିକାଶ <box>234 214 498 342</box>
article-body <box>0 790 366 1278</box>
article-body-col-a <box>194 355 754 715</box>
story-udyan-bibhag <box>190 1300 940 1850</box>
article-body-lower <box>384 1630 740 1834</box>
article-body <box>1140 1398 1498 1842</box>
article-body <box>1322 182 1498 722</box>
headline-line1: ଅବହେଳିତ ରାଜଘାଟ <box>1191 1302 1447 1342</box>
